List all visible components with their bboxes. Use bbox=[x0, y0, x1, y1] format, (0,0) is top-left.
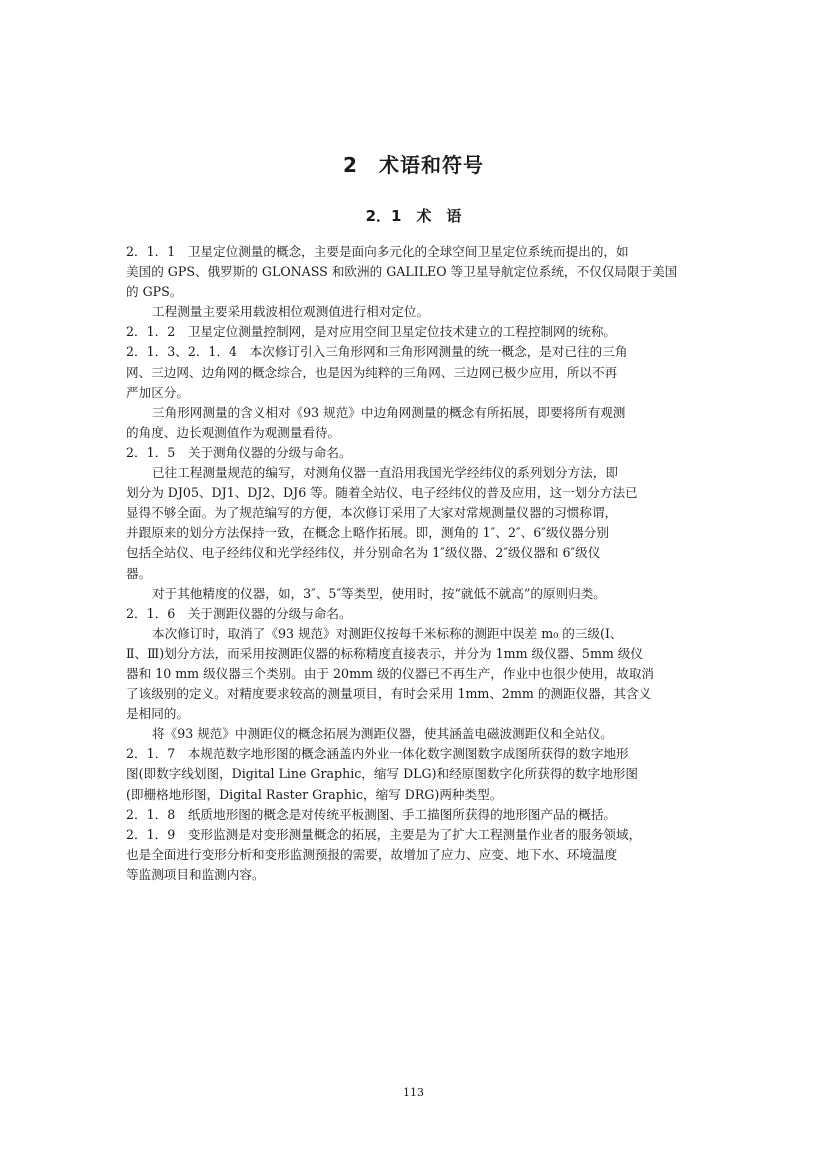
text-line: 三角形网测量的含义相对《93 规范》中边角网测量的概念有所拓展，即要将所有观测 bbox=[152, 404, 626, 420]
text-line: 网、三边网、边角网的概念综合，也是因为纯粹的三角网、三边网已极少应用，所以不再 bbox=[126, 364, 618, 380]
text-line: 是相同的。 bbox=[126, 706, 189, 722]
text-line: 包括全站仪、电子经纬仪和光学经纬仪，并分别命名为 1″级仪器、2″级仪器和 6″级仪 bbox=[126, 545, 601, 561]
text-line: 2．1．2 卫星定位测量控制网，是对应用空间卫星定位技术建立的工程控制网的统称。 bbox=[126, 324, 617, 340]
text-line: 也是全面进行变形分析和变形监测预报的需要，故增加了应力、应变、地下水、环境温度 bbox=[126, 846, 618, 862]
text-line: 器和 10 mm 级仪器三个类别。由于 20mm 级的仪器已不再生产，作业中也很少使用，故取消 bbox=[126, 665, 655, 681]
text-line: Ⅱ、Ⅲ)划分方法，而采用按测距仪器的标称精度直接表示，并分为 1mm 级仪器、5mm 级仪 bbox=[126, 645, 644, 661]
text-line: 工程测量主要采用载波相位观测值进行相对定位。 bbox=[152, 304, 430, 320]
text-line: 了该级别的定义。对精度要求较高的测量项目，有时会采用 1mm、2mm 的测距仪器，其含义 bbox=[126, 686, 652, 702]
text-line: 对于其他精度的仪器，如，3″、5″等类型，使用时，按“就低不就高”的原则归类。 bbox=[152, 585, 606, 601]
text-line: 美国的 GPS、俄罗斯的 GLONASS 和欧洲的 GALILEO 等卫星导航定位系统，不仅仅局限于美国 bbox=[126, 264, 678, 280]
text-line: 等监测项目和监测内容。 bbox=[126, 866, 265, 882]
text-line: 显得不够全面。为了规范编写的方便，本次修订采用了大家对常规测量仪器的习惯称谓， bbox=[126, 505, 618, 521]
text-line: 2．1．9 变形监测是对变形测量概念的拓展，主要是为了扩大工程测量作业者的服务领域， bbox=[126, 826, 642, 842]
text-line: 器。 bbox=[126, 565, 152, 581]
text-line: 2．1．1 卫星定位测量的概念，主要是面向多元化的全球空间卫星定位系统而提出的，如 bbox=[126, 244, 629, 259]
text-line: 2．1．3、2．1．4 本次修订引入三角形网和三角形网测量的统一概念，是对已往的三角 bbox=[126, 344, 628, 360]
section-title: 2．1 术 语 bbox=[365, 207, 462, 225]
text-line: (即栅格地形图，Digital Raster Graphic，缩写 DRG)两种类型。 bbox=[126, 786, 503, 802]
text-line: 的 GPS。 bbox=[126, 284, 183, 300]
text-line: 图(即数字线划图，Digital Line Graphic，缩写 DLG)和经原图数字化所获得的数字地形图 bbox=[126, 766, 638, 782]
text-line: 严加区分。 bbox=[126, 384, 189, 400]
text-line: 2．1．5 关于测角仪器的分级与命名。 bbox=[126, 444, 352, 460]
text-line: 并跟原来的划分方法保持一致，在概念上略作拓展。即，测角的 1″、2″、6″级仪器分别 bbox=[126, 525, 609, 541]
text-line: 将《93 规范》中测距仪的概念拓展为测距仪器，使其涵盖电磁波测距仪和全站仪。 bbox=[152, 726, 613, 742]
text-line: 的角度、边长观测值作为观测量看待。 bbox=[126, 424, 341, 440]
chapter-title: 2 术语和符号 bbox=[343, 153, 484, 177]
text-line: 2．1．6 关于测距仪器的分级与命名。 bbox=[126, 605, 352, 621]
text-line: 2．1．8 纸质地形图的概念是对传统平板测图、手工描图所获得的地形图产品的概括。 bbox=[126, 806, 617, 822]
page-number: 113 bbox=[403, 1086, 424, 1099]
text-line: 已往工程测量规范的编写，对测角仪器一直沿用我国光学经纬仪的系列划分方法，即 bbox=[152, 465, 618, 481]
text-line: 划分为 DJ05、DJ1、DJ2、DJ6 等。随着全站仪、电子经纬仪的普及应用，这一划分方法已 bbox=[126, 485, 638, 501]
text-line: 本次修订时，取消了《93 规范》对测距仪按每千米标称的测距中误差 m₀ 的三级(Ⅰ、 bbox=[152, 625, 623, 641]
body-text bbox=[126, 242, 700, 885]
text-line: 2．1．7 本规范数字地形图的概念涵盖内外业一体化数字测图数字成图所获得的数字地形 bbox=[126, 746, 629, 762]
